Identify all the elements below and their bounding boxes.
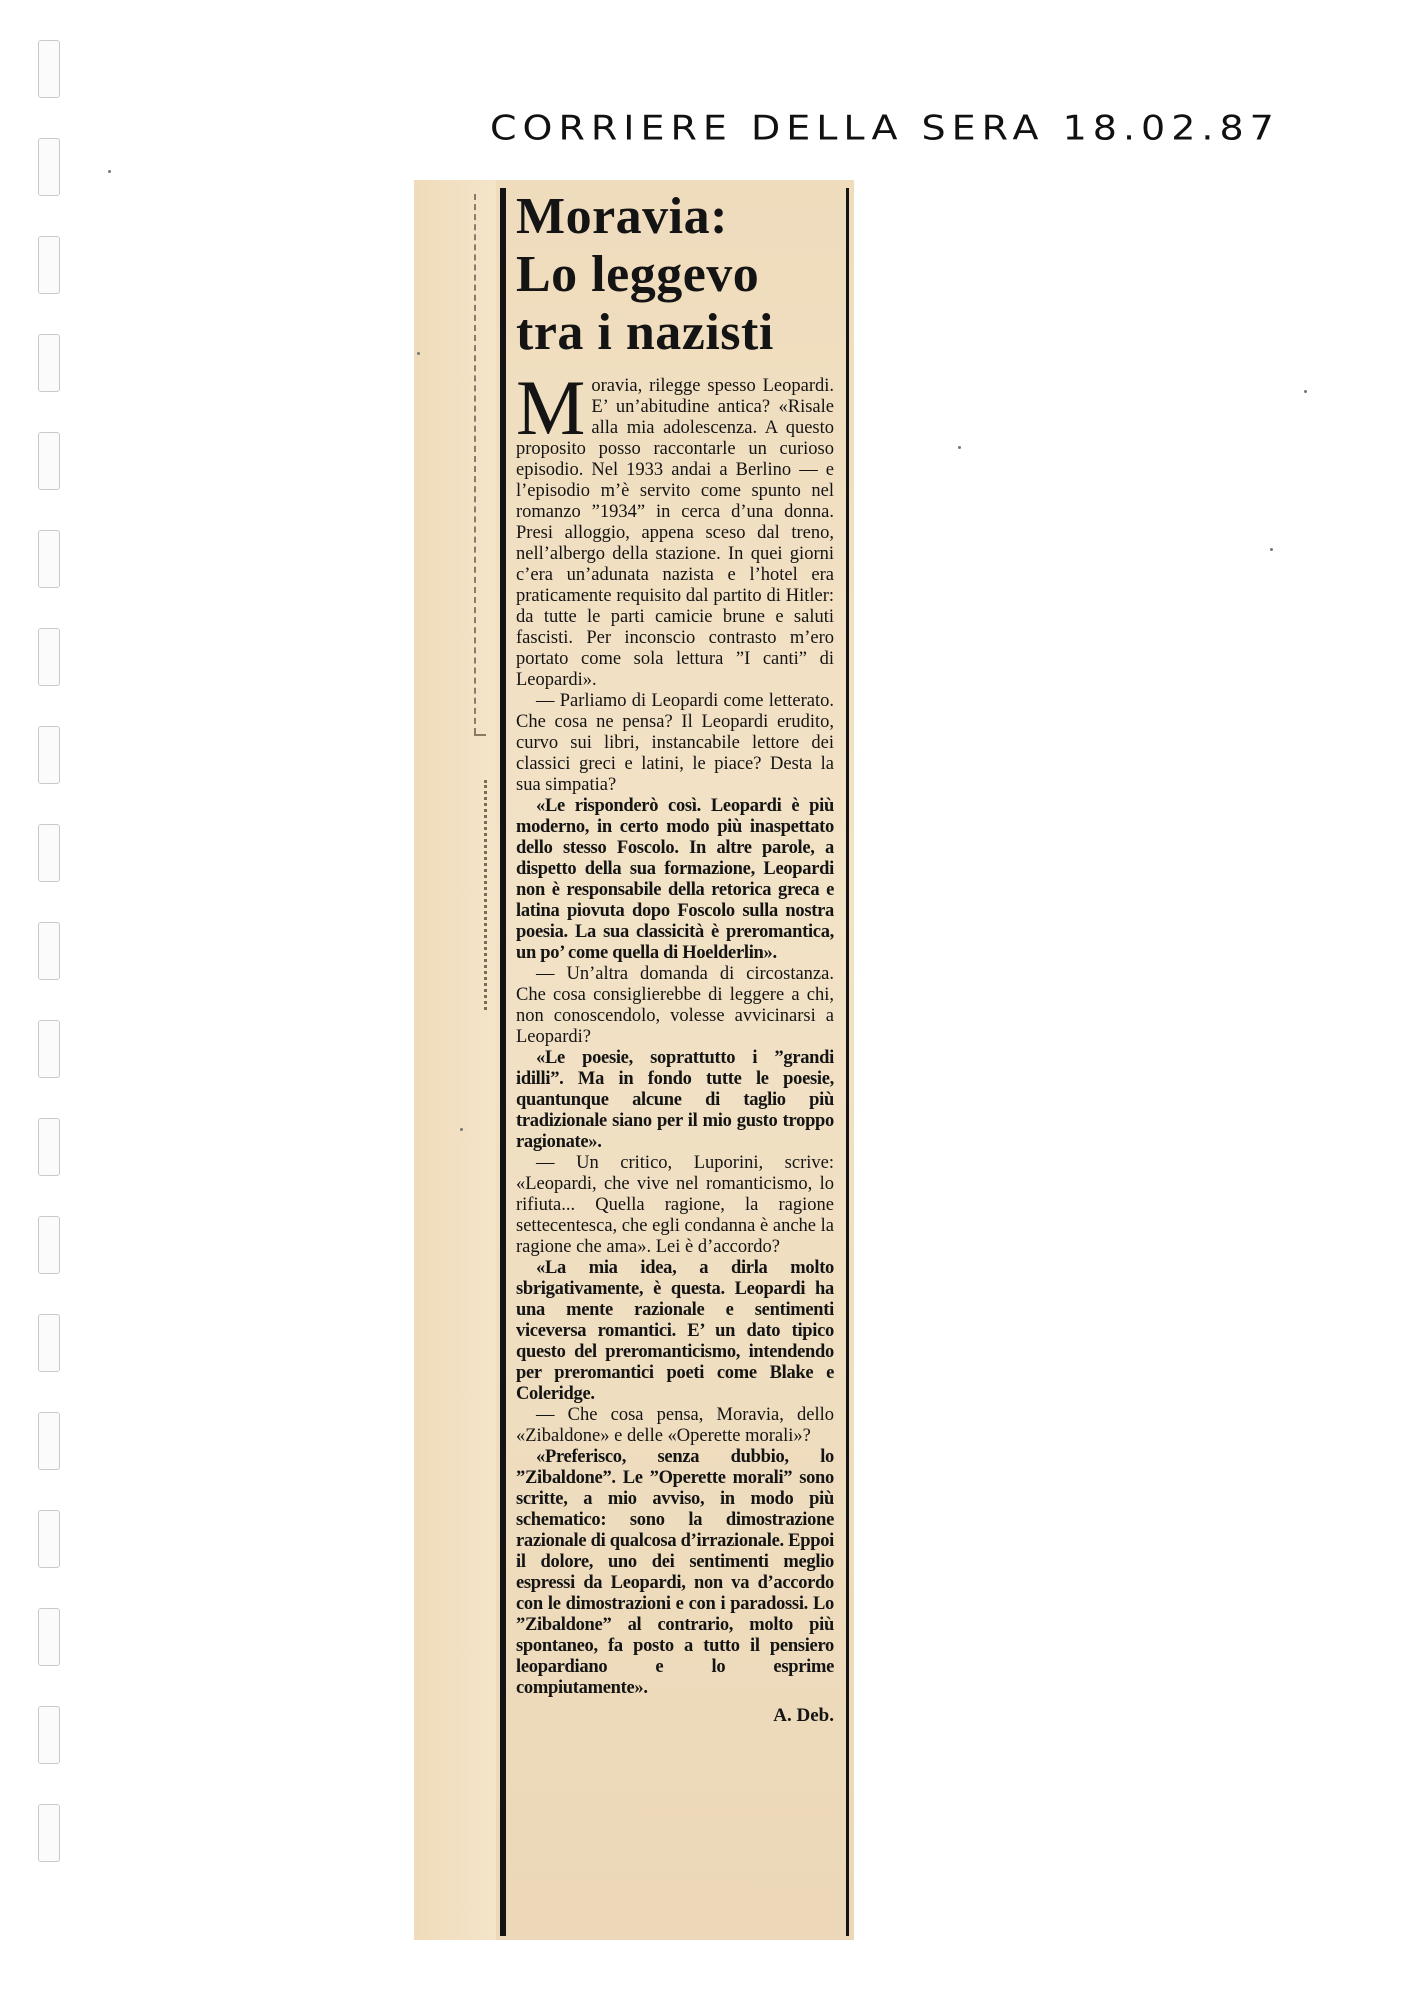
binder-hole bbox=[38, 1216, 60, 1274]
author-signature: A. Deb. bbox=[773, 1705, 834, 1726]
answer-paragraph bbox=[516, 1048, 834, 1153]
question-paragraph bbox=[516, 364, 834, 691]
paragraph-text: «Preferisco, senza dubbio, lo ”Zibaldone”. Le ”Operette morali” sono scritte, a mio avviso, in modo più schematico: sono la dimostrazione razionale di qualcosa d’irrazionale. Eppoi il dolore, uno dei sentimenti meglio espressi da Leopardi, non va d’accordo con le dimostrazioni e con i paradossi. Lo ”Zibaldone” al contrario, molto più spontaneo, fa posto a tutto il pensiero leopardiano e lo esprime compiutamente». bbox=[516, 1447, 834, 1698]
paragraph-text: «Le poesie, soprattutto i ”grandi idilli”. Ma in fondo tutte le poesie, quantunque alcune di taglio più tradizionale siano per il mio gusto troppo ragionate». bbox=[516, 1048, 834, 1152]
paragraph-text: «Le risponderò così. Leopardi è più moderno, in certo modo più inaspettato dello stesso Foscolo. In altre parole, a dispetto della sua formazione, Leopardi non è responsabile della retorica greca e latina piovuta dopo Foscolo sulla nostra poesia. La sua classicità è preromantica, un po’ come quella di Hoelderlin». bbox=[516, 796, 834, 963]
question-paragraph bbox=[516, 691, 834, 796]
question-paragraph bbox=[516, 964, 834, 1048]
binder-hole bbox=[38, 1804, 60, 1862]
binder-hole bbox=[38, 726, 60, 784]
question-paragraph bbox=[516, 1153, 834, 1258]
binder-holes bbox=[38, 40, 68, 1940]
binder-hole bbox=[38, 1118, 60, 1176]
drop-cap: M bbox=[516, 364, 586, 451]
paper-speck bbox=[460, 1128, 463, 1131]
paragraph-text: oravia, rilegge spesso Leopardi. E’ un’abitudine antica? «Risale alla mia adolescenza. A questo proposito posso raccontarle un curioso episodio. Nel 1933 andai a Berlino — e l’episodio m’è servito come spunto nel romanzo ”1934” in cerca d’una donna. Presi alloggio, appena sceso dal treno, nell’albergo della stazione. In quei giorni c’era un’adunata nazista e l’hotel era praticamente requisito dal partito di Hitler: da tutte le parti camicie brune e saluti fascisti. Per inconscio contrasto m’ero portato come sola lettura ”I canti” di Leopardi». bbox=[516, 376, 834, 690]
answer-paragraph bbox=[516, 1258, 834, 1405]
article-body bbox=[516, 364, 834, 1699]
binder-hole bbox=[38, 1706, 60, 1764]
headline-line: Lo leggevo bbox=[516, 246, 760, 303]
binder-hole bbox=[38, 334, 60, 392]
cut-mark-dashed bbox=[474, 194, 477, 734]
binder-hole bbox=[38, 628, 60, 686]
paragraph-text: «La mia idea, a dirla molto sbrigativamente, è questa. Leopardi ha una mente razionale e sentimenti viceversa romantici. E’ un dato tipico questo del preromanticismo, intendendo per preromantici poeti come Blake e Coleridge. bbox=[516, 1258, 834, 1404]
paragraph-text: — Un’altra domanda di circostanza. Che cosa consiglierebbe di leggere a chi, non conoscendolo, volesse avvicinarsi a Leopardi? bbox=[516, 964, 834, 1047]
binder-hole bbox=[38, 922, 60, 980]
paper-speck bbox=[1270, 548, 1273, 551]
headline-line: tra i nazisti bbox=[516, 304, 774, 361]
binder-hole bbox=[38, 138, 60, 196]
article bbox=[516, 188, 834, 1727]
paragraph-text: — Un critico, Luporini, scrive: «Leopardi, che vive nel romanticismo, lo rifiuta... Quella ragione, la ragione settecentesca, che egli condanna è anche la ragione che ama». Lei è d’accordo? bbox=[516, 1153, 834, 1257]
answer-paragraph bbox=[516, 796, 834, 964]
headline-line: Moravia: bbox=[516, 188, 728, 245]
paper-speck bbox=[108, 170, 111, 173]
binder-hole bbox=[38, 1314, 60, 1372]
cut-mark-dotted bbox=[484, 780, 488, 1010]
newspaper-clipping bbox=[414, 180, 854, 1940]
paper-speck bbox=[1304, 390, 1307, 393]
question-paragraph bbox=[516, 1405, 834, 1447]
cut-mark-corner bbox=[474, 734, 486, 737]
column-rule-left bbox=[500, 188, 506, 1936]
clipping-margin bbox=[414, 180, 496, 1940]
binder-hole bbox=[38, 236, 60, 294]
paper-speck bbox=[417, 352, 420, 355]
handwritten-source-note: CORRIERE DELLA SERA 18.02.87 bbox=[490, 108, 1280, 148]
headline bbox=[516, 188, 834, 362]
column-rule-right bbox=[846, 188, 849, 1936]
paragraph-text: — Che cosa pensa, Moravia, dello «Zibaldone» e delle «Operette morali»? bbox=[516, 1405, 834, 1446]
binder-hole bbox=[38, 1510, 60, 1568]
binder-hole bbox=[38, 1020, 60, 1078]
paragraph-text: — Parliamo di Leopardi come letterato. Che cosa ne pensa? Il Leopardi erudito, curvo sui libri, instancabile lettore dei classici greci e latini, le piace? Desta la sua simpatia? bbox=[516, 691, 834, 795]
binder-hole bbox=[38, 530, 60, 588]
binder-hole bbox=[38, 1608, 60, 1666]
paper-speck bbox=[958, 446, 961, 449]
binder-hole bbox=[38, 432, 60, 490]
binder-hole bbox=[38, 1412, 60, 1470]
binder-hole bbox=[38, 824, 60, 882]
binder-hole bbox=[38, 40, 60, 98]
answer-paragraph bbox=[516, 1447, 834, 1699]
